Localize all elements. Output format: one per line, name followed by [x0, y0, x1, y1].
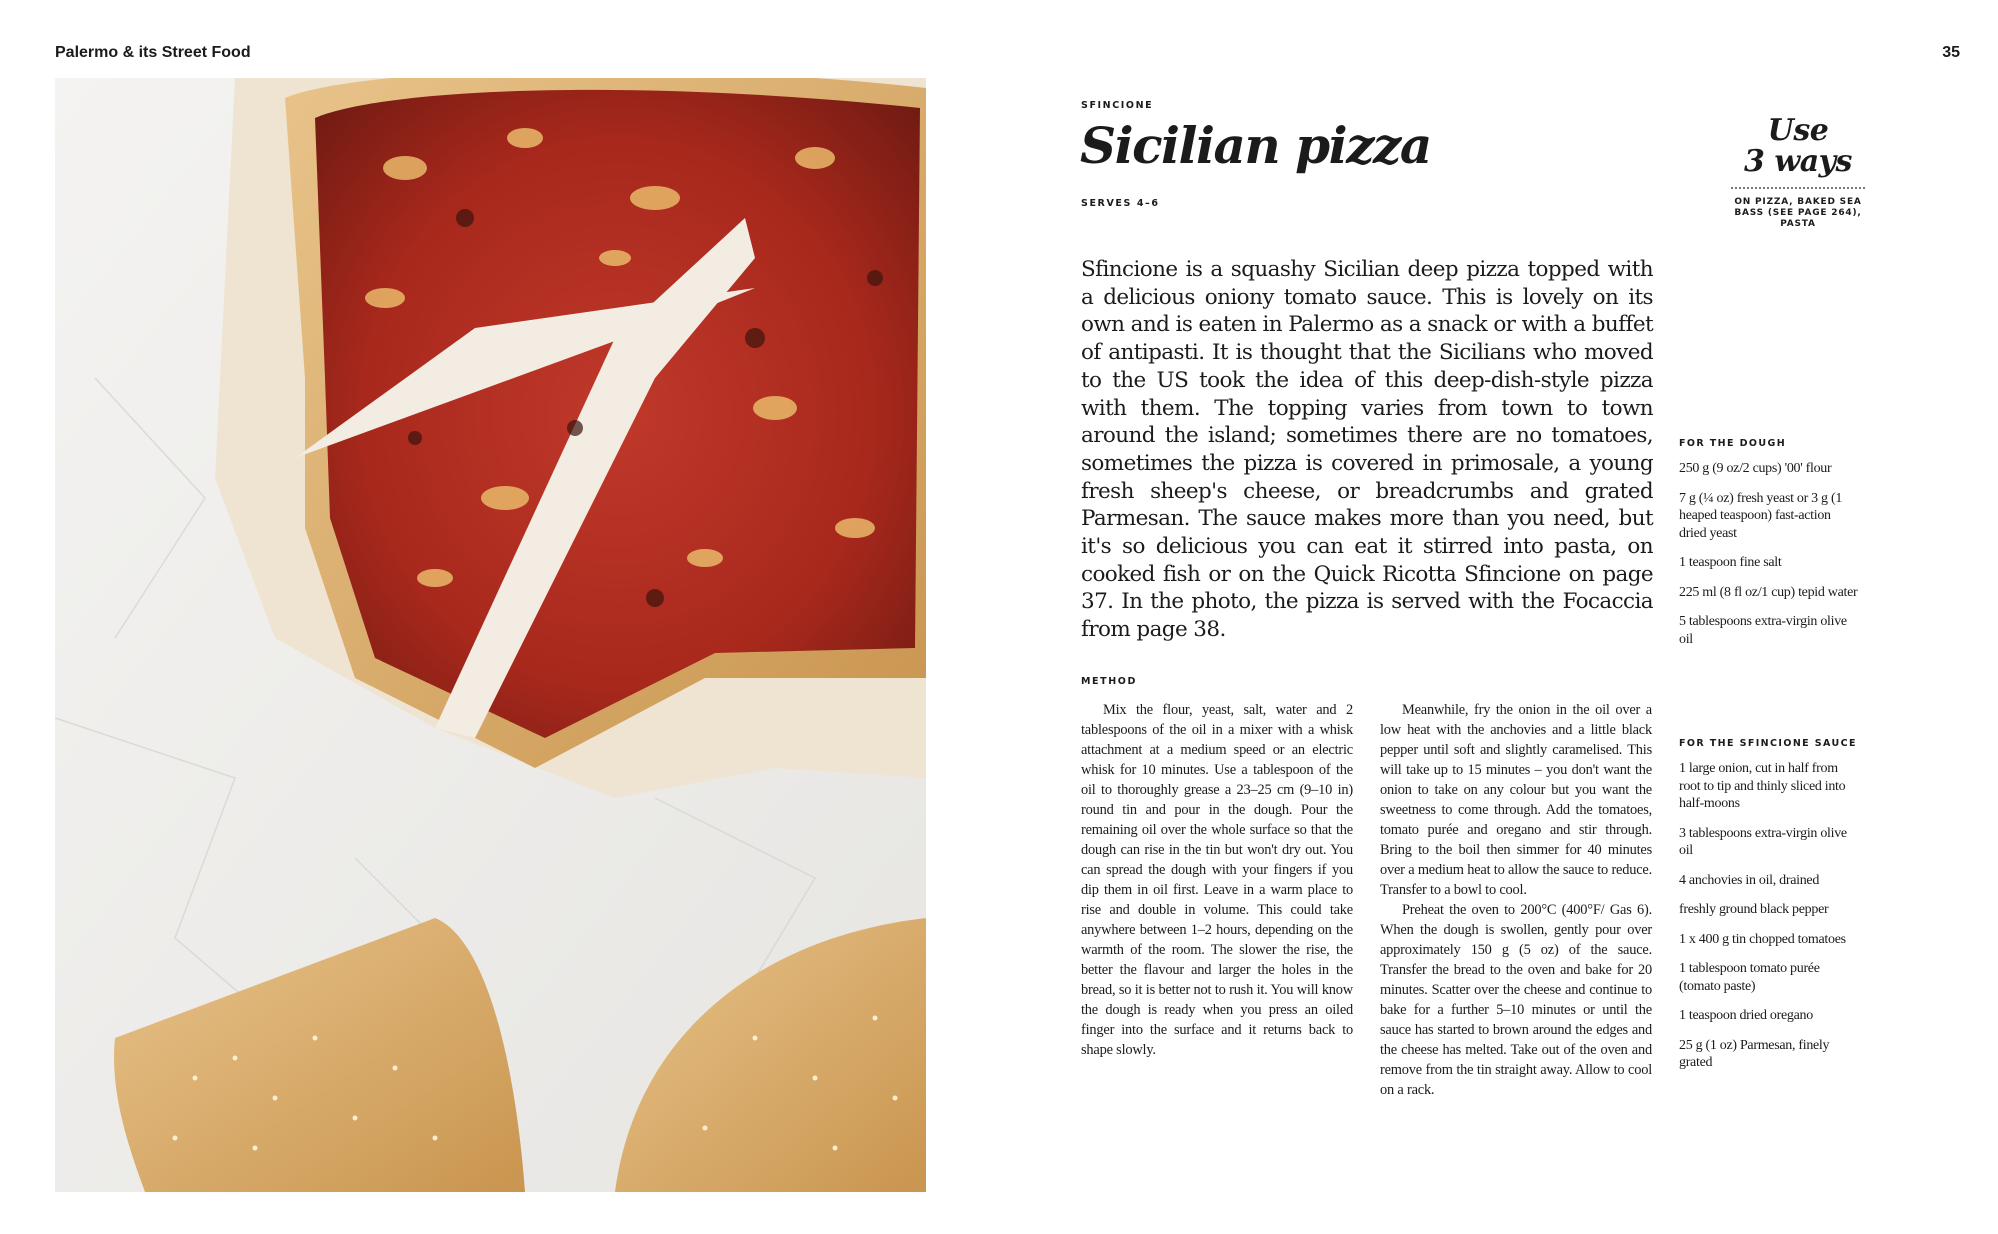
book-title: Palermo & its Street Food	[55, 44, 251, 61]
ingredient: 250 g (9 oz/2 cups) '00' flour	[1679, 461, 1832, 476]
pizza-photo	[55, 78, 926, 1192]
ingredient: 1 x 400 g tin chopped tomatoes	[1679, 931, 1846, 947]
method-step: Preheat the oven to 200°C (400°F/ Gas 6). When the dough is swollen, gently pour over approximately 150 g (5 oz) of the sauce. Transfer the bread to the oven and bake for 20 minutes. Scatter over the cheese and continue to bake for a further 5–10 minutes or until the sauce has started to brown around the edges and the cheese has melted. Take out of the oven and remove from the tin straight away. Allow to cool on a rack.	[1380, 902, 1652, 1098]
recipe-title: Sicilian pizza	[1080, 116, 1431, 175]
ingredient: 1 tablespoon tomato purée (tomato paste)	[1679, 961, 1820, 994]
use-ways-box	[1728, 115, 1868, 230]
method-column-2	[1380, 700, 1652, 1100]
ingredient: 7 g (¼ oz) fresh yeast or 3 g (1 heaped teaspoon) fast-action dried yeast	[1679, 490, 1843, 541]
use-title	[1728, 115, 1868, 177]
ingredient: 225 ml (8 fl oz/1 cup) tepid water	[1679, 584, 1858, 600]
ingredient: 3 tablespoons extra-virgin olive oil	[1679, 825, 1847, 858]
ingredient: 1 teaspoon fine salt	[1679, 555, 1782, 570]
use-title-line1: Use	[1767, 113, 1829, 148]
method-step: Meanwhile, fry the onion in the oil over a low heat with the anchovies and a little black pepper until soft and slightly caramelised. This will take up to 15 minutes – you don't want the onion to take on any colour but you want the sweetness to come through. Add the tomatoes, tomato purée and oregano and stir through. Bring to the boil then simmer for 40 minutes over a medium heat to allow the sauce to reduce. Transfer to a bowl to cool.	[1380, 702, 1652, 898]
dough-ingredients	[1679, 438, 1869, 660]
sauce-ingredients	[1679, 738, 1869, 1084]
sauce-list	[1679, 760, 1869, 1072]
sauce-label: FOR THE SFINCIONE SAUCE	[1679, 738, 1857, 749]
page-number: 35	[1942, 44, 1960, 61]
method-label: METHOD	[1081, 676, 1137, 687]
recipe-serves: SERVES 4–6	[1081, 198, 1160, 209]
use-title-line2: 3 ways	[1744, 144, 1852, 179]
ingredient: freshly ground black pepper	[1679, 902, 1829, 917]
use-divider	[1731, 187, 1865, 189]
ingredient: 5 tablespoons extra-virgin olive oil	[1679, 614, 1847, 647]
recipe-intro: Sfincione is a squashy Sicilian deep pizza topped with a delicious oniony tomato sauce. This is lovely on its own and is eaten in Palermo as a snack or with a buffet of antipasti. It is thought that the Sicilians who moved to the US took the idea of this deep-dish-style pizza with them. The topping varies from town to town around the island; sometimes there are no tomatoes, sometimes the pizza is covered in primosale, a young fresh sheep's cheese, or breadcrumbs and grated Parmesan. The sauce makes more than you need, but it's so delicious you can eat it stirred into pasta, on cooked fish or on the Quick Ricotta Sfincione on page 37. In the photo, the pizza is served with the Focaccia from page 38.	[1081, 257, 1653, 643]
ingredient: 1 large onion, cut in half from root to tip and thinly sliced into half-moons	[1679, 761, 1846, 811]
recipe-eyebrow: SFINCIONE	[1081, 100, 1154, 111]
ingredient: 4 anchovies in oil, drained	[1679, 872, 1820, 888]
ingredient: 25 g (1 oz) Parmesan, finely grated	[1679, 1037, 1830, 1070]
use-ways-text: ON PIZZA, BAKED SEA BASS (SEE PAGE 264), PASTA	[1734, 197, 1862, 229]
dough-list	[1679, 460, 1869, 648]
ingredient: 1 teaspoon dried oregano	[1679, 1008, 1813, 1023]
method-step: Mix the flour, yeast, salt, water and 2 tablespoons of the oil in a mixer with a whisk attachment at a medium speed or an electric whisk for 10 minutes. Use a tablespoon of the oil to thoroughly grease a 23–25 cm (9–10 in) round tin and pour in the dough. Pour the remaining oil over the whole surface so that the dough can rise in the tin but won't dry out. You can spread the dough with your fingers if you dip them in oil first. Leave in a warm place to rise and double in volume. This could take anywhere between 1–2 hours, depending on the warmth of the room. The slower the rise, the better the flavour and larger the holes in the bread, so it is better not to rush it. You will know the dough is ready when you press an oiled finger into the surface and it returns back to shape slowly.	[1081, 702, 1353, 1058]
method-column-1	[1081, 700, 1353, 1060]
dough-label: FOR THE DOUGH	[1679, 438, 1787, 449]
